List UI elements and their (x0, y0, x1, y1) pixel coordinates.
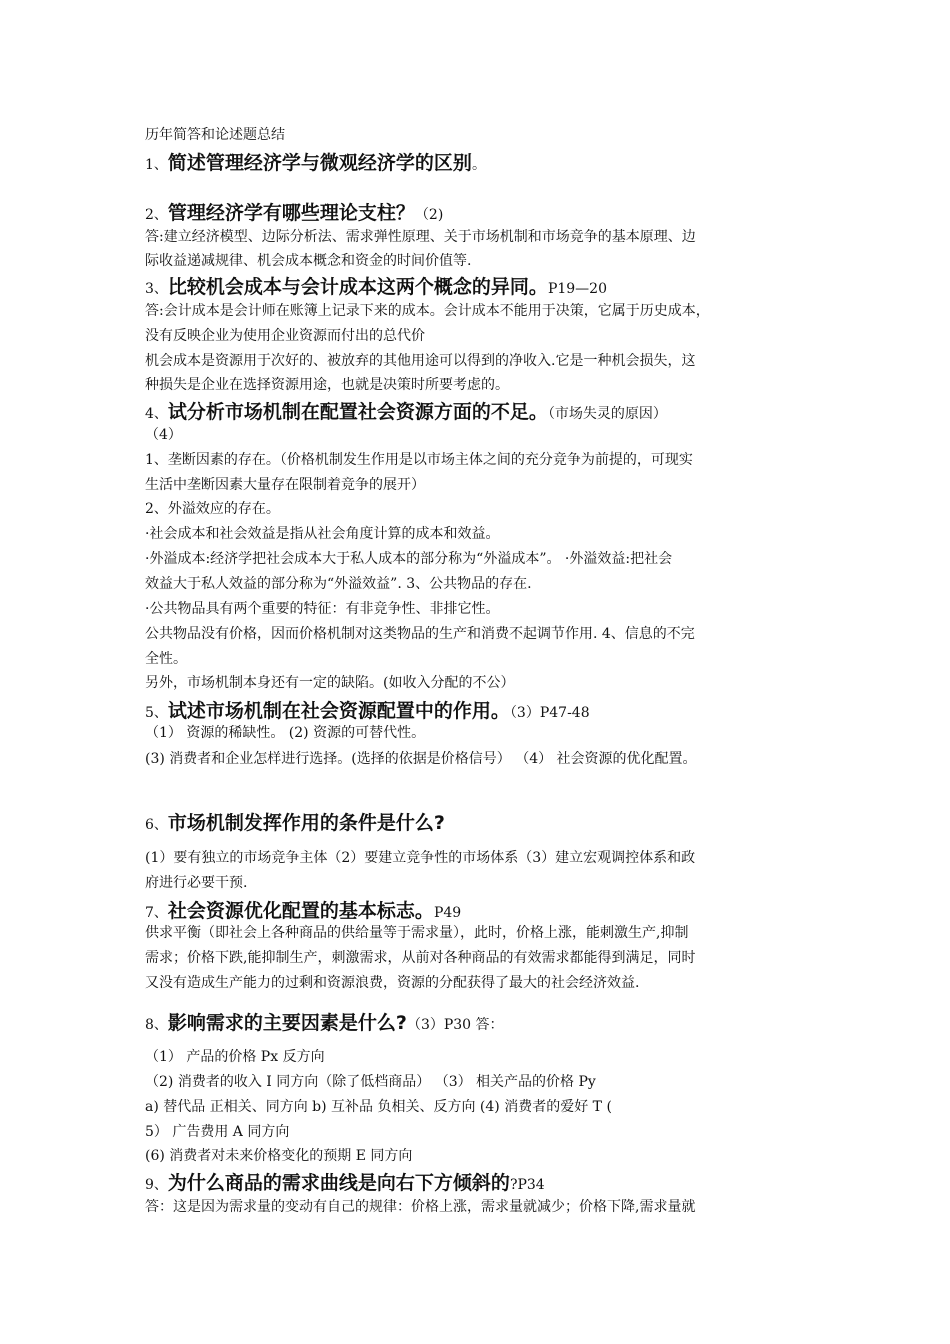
answer-line: 府进行必要干预. (145, 875, 248, 891)
answer-line: 效益大于私人效益的部分称为“外溢效益”. 3、公共物品的存在. (145, 576, 532, 592)
question-text: 社会资源优化配置的基本标志。 (167, 900, 434, 922)
question-tail: ?P34 (509, 1177, 545, 1193)
question-6 (145, 810, 445, 838)
question-tail: （3）P47-48 (509, 705, 590, 721)
answer-line: ·外溢成本:经济学把社会成本大于私人成本的部分称为“外溢成本”。 ·外溢效益:把社会 (145, 551, 673, 567)
answer-line: 供求平衡（即社会上各种商品的供给量等于需求量），此时，价格上涨，能刺激生产,抑制 (145, 925, 689, 941)
question-3 (145, 274, 607, 302)
question-tail: （2) (414, 207, 444, 223)
question-number: 8、 (145, 1017, 168, 1033)
answer-line: 答:会计成本是会计师在账簿上记录下来的成本。会计成本不能用于决策，它属于历史成本， (145, 303, 710, 319)
question-tail: P49 (433, 905, 462, 921)
question-number: 3、 (145, 281, 168, 297)
question-number: 7、 (145, 905, 168, 921)
answer-line: 生活中垄断因素大量存在限制着竞争的展开） (145, 477, 425, 493)
question-text: 简述管理经济学与微观经济学的区别 (167, 152, 472, 174)
answer-line: a) 替代品 正相关、同方向 b) 互补品 负相关、反方向 (4) 消费者的爱好 T ( (145, 1099, 612, 1115)
answer-line: 另外，市场机制本身还有一定的缺陷。(如收入分配的不公） (145, 675, 515, 691)
question-4 (145, 399, 667, 427)
question-number: 1、 (145, 157, 168, 173)
answer-line: (3) 消费者和企业怎样进行选择。(选择的依据是价格信号） （4） 社会资源的优化配置。 (145, 751, 697, 767)
question-tail: P19—20 (547, 281, 607, 297)
question-text: 比较机会成本与会计成本这两个概念的异同。 (167, 276, 548, 298)
answer-line: 机会成本是资源用于次好的、被放弃的其他用途可以得到的净收入.它是一种机会损失，这 (145, 353, 696, 369)
question-9 (145, 1170, 545, 1198)
answer-line: 公共物品没有价格，因而价格机制对这类物品的生产和消费不起调节作用. 4、信息的不完 (145, 626, 695, 642)
answer-line: (6) 消费者对未来价格变化的预期 E 同方向 (145, 1148, 413, 1164)
question-tail: （市场失灵的原因） (547, 406, 667, 422)
question-number: 5、 (145, 705, 168, 721)
answer-line: 答:建立经济模型、边际分析法、需求弹性原理、关于市场机制和市场竞争的基本原理、边 (145, 229, 696, 245)
answer-line: （1） 产品的价格 Px 反方向 (145, 1049, 325, 1065)
question-tail-2: （4） (145, 427, 182, 443)
answer-line: ·社会成本和社会效益是指从社会角度计算的成本和效益。 (145, 526, 500, 542)
question-text: 管理经济学有哪些理论支柱？ (167, 202, 415, 224)
question-number: 4、 (145, 406, 168, 422)
question-text: 试分析市场机制在配置社会资源方面的不足。 (167, 401, 548, 423)
answer-line: （2) 消费者的收入 I 同方向（除了低档商品） （3） 相关产品的价格 Py (145, 1074, 596, 1090)
answer-line: 5） 广告费用 A 同方向 (145, 1124, 290, 1140)
answer-line: 2、外溢效应的存在。 (145, 501, 280, 517)
question-tail: 。 (471, 157, 486, 173)
answer-line: 际收益递减规律、机会成本概念和资金的时间价值等. (145, 253, 472, 269)
question-number: 2、 (145, 207, 168, 223)
answer-line: 没有反映企业为使用企业资源而付出的总代价 (145, 328, 425, 344)
question-tail: （3）P30 答： (406, 1017, 504, 1033)
answer-line: 答：这是因为需求量的变动有自己的规律：价格上涨，需求量就减少；价格下降,需求量就 (145, 1199, 696, 1215)
answer-line: 需求；价格下跌,能抑制生产，刺激需求，从前对各种商品的有效需求都能得到满足，同时 (145, 950, 696, 966)
question-7 (145, 898, 461, 926)
answer-line: 1、垄断因素的存在。（价格机制发生作用是以市场主体之间的充分竞争为前提的，可现实 (145, 452, 693, 468)
answer-line: ·公共物品具有两个重要的特征：有非竞争性、非排它性。 (145, 601, 500, 617)
question-text: 影响需求的主要因素是什么? (167, 1012, 407, 1034)
question-2 (145, 200, 443, 228)
question-text: 试述市场机制在社会资源配置中的作用。 (167, 700, 510, 722)
question-8 (145, 1010, 504, 1038)
question-text: 市场机制发挥作用的条件是什么? (167, 812, 445, 834)
answer-line: （1） 资源的稀缺性。 (2) 资源的可替代性。 (145, 725, 426, 741)
answer-line: 又没有造成生产能力的过剩和资源浪费，资源的分配获得了最大的社会经济效益. (145, 975, 640, 991)
question-text: 为什么商品的需求曲线是向右下方倾斜的 (167, 1172, 510, 1194)
question-number: 6、 (145, 817, 168, 833)
question-number: 9、 (145, 1177, 168, 1193)
question-1 (145, 150, 486, 178)
answer-line: (1）要有独立的市场竞争主体（2）要建立竞争性的市场体系（3）建立宏观调控体系和政 (145, 850, 696, 866)
answer-line: 全性。 (145, 651, 187, 667)
question-5 (145, 698, 590, 726)
document-title: 历年简答和论述题总结 (145, 127, 285, 143)
answer-line: 种损失是企业在选择资源用途，也就是决策时所要考虑的。 (145, 377, 509, 393)
